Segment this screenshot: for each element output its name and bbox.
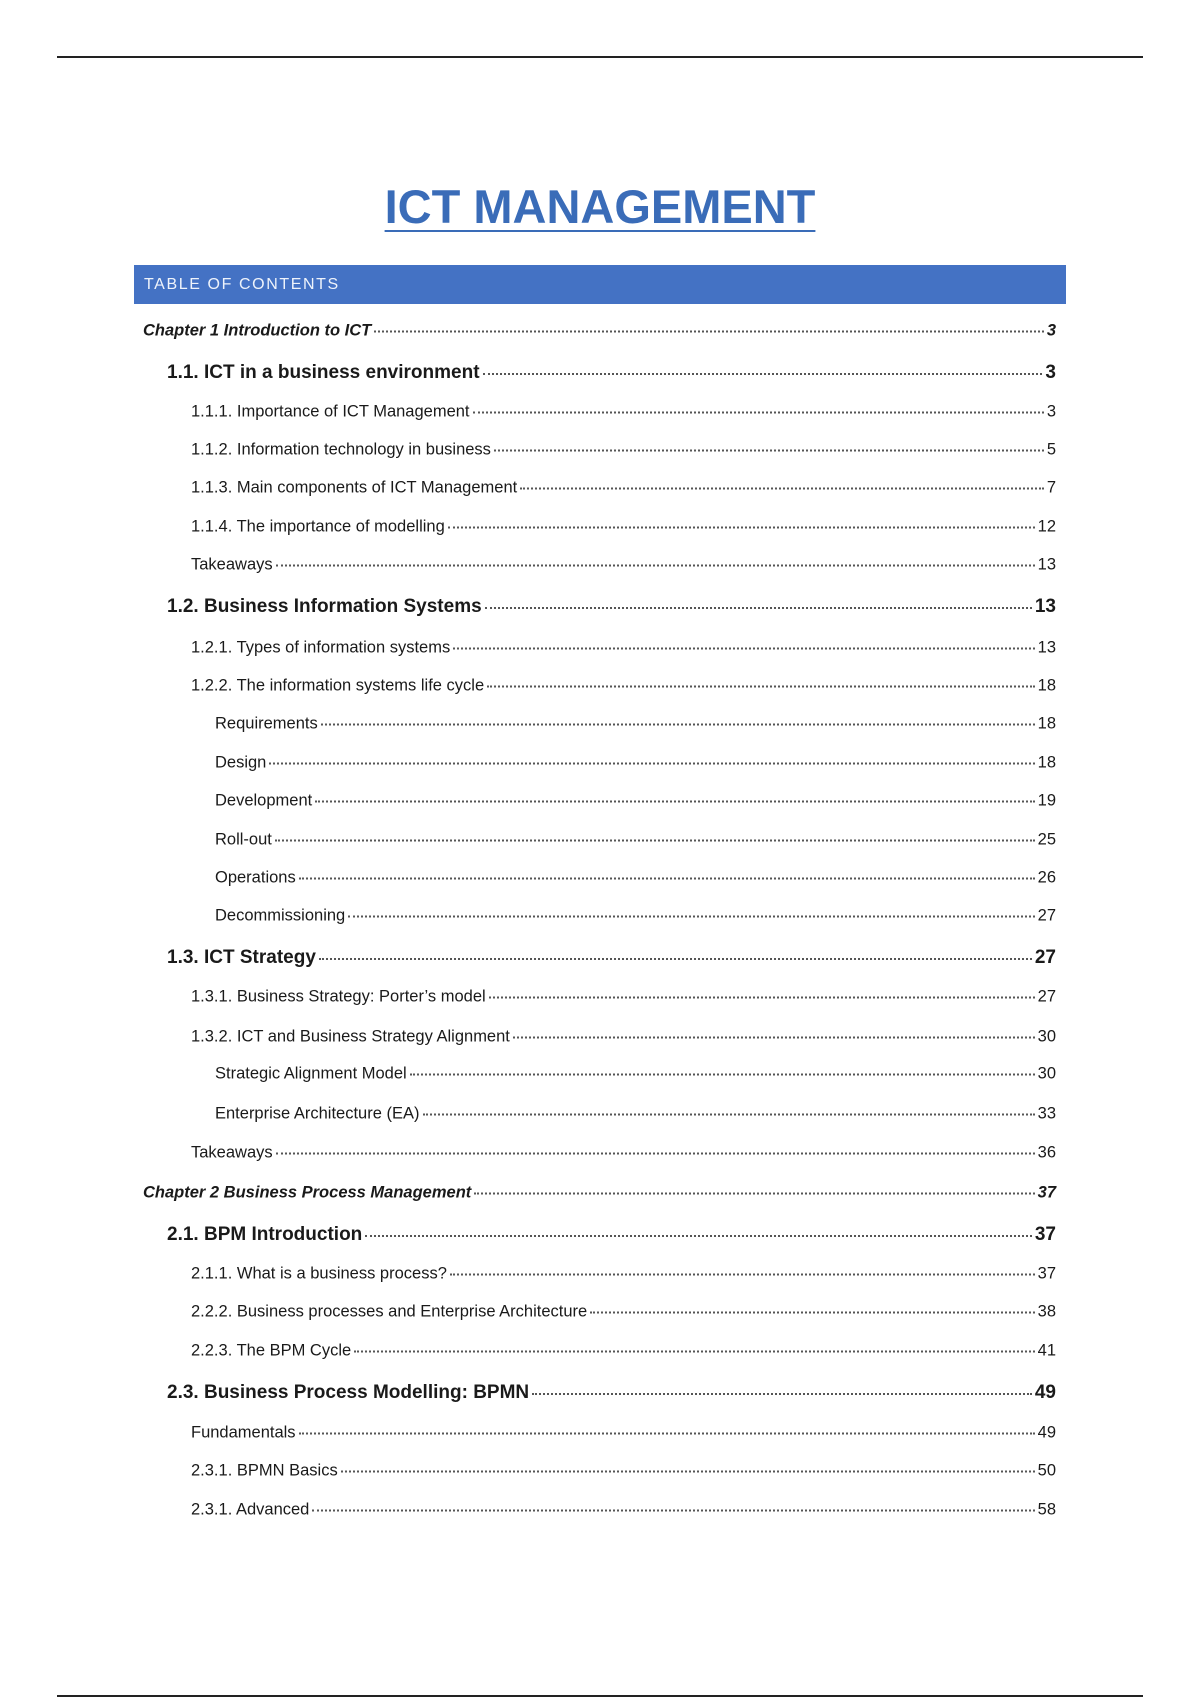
toc-entry-page-number: 37 — [1037, 1264, 1056, 1283]
toc-dot-leader — [453, 648, 1034, 650]
toc-entry-title: 1.2.1. Types of information systems — [191, 638, 451, 657]
toc-entry[interactable] — [191, 988, 1056, 1007]
document-title-text: ICT MANAGEMENT — [384, 180, 816, 234]
toc-entry-page-number: 7 — [1046, 478, 1056, 497]
toc-dot-leader — [450, 1274, 1035, 1276]
toc-entry-page-number: 33 — [1037, 1104, 1056, 1123]
toc-entry[interactable] — [191, 677, 1056, 696]
toc-dot-leader — [520, 488, 1044, 490]
toc-entry-title: Strategic Alignment Model — [215, 1064, 407, 1083]
toc-entry-title: 2.1.1. What is a business process? — [191, 1264, 447, 1283]
toc-entry-title: Design — [215, 753, 267, 772]
toc-entry[interactable] — [215, 792, 1056, 811]
toc-dot-leader — [532, 1393, 1032, 1395]
toc-entry-page-number: 49 — [1034, 1382, 1056, 1403]
toc-entry-title: Fundamentals — [191, 1423, 296, 1442]
toc-entry-title: 1.2.2. The information systems life cycle — [191, 676, 485, 695]
toc-entry-title: Roll-out — [215, 830, 272, 849]
toc-entry-page-number: 27 — [1037, 987, 1056, 1006]
toc-entry[interactable] — [191, 556, 1056, 575]
toc-dot-leader — [473, 412, 1044, 414]
toc-entry[interactable] — [191, 518, 1056, 537]
toc-dot-leader — [341, 1471, 1035, 1473]
toc-entry-title: 1.1.2. Information technology in business — [191, 440, 491, 459]
toc-dot-leader — [487, 686, 1034, 688]
toc-entry-title: Takeaways — [191, 1143, 273, 1162]
toc-dot-leader — [474, 1193, 1034, 1195]
toc-entry[interactable] — [215, 831, 1056, 850]
toc-entry-title: 1.1.3. Main components of ICT Management — [191, 478, 518, 497]
toc-dot-leader — [489, 997, 1035, 999]
toc-entry[interactable] — [167, 596, 1056, 618]
toc-heading: TABLE OF CONTENTS — [134, 265, 1066, 304]
toc-entry-title: 2.3. Business Process Modelling: BPMN — [167, 1382, 530, 1403]
toc-entry-page-number: 19 — [1037, 791, 1056, 810]
toc-entry[interactable] — [143, 1184, 1056, 1203]
toc-entry-page-number: 5 — [1046, 440, 1056, 459]
toc-entry-page-number: 3 — [1046, 402, 1056, 421]
toc-entry[interactable] — [191, 1144, 1056, 1163]
toc-entry-title: 1.1.4. The importance of modelling — [191, 517, 445, 536]
toc-entry[interactable] — [191, 1028, 1056, 1047]
toc-dot-leader — [365, 1235, 1032, 1237]
toc-entry[interactable] — [191, 1462, 1056, 1481]
toc-entry-title: 2.2.2. Business processes and Enterprise Architecture — [191, 1302, 588, 1321]
toc-entry-title: Operations — [215, 868, 296, 887]
toc-entry[interactable] — [167, 947, 1056, 969]
toc-entry-page-number: 58 — [1037, 1500, 1056, 1519]
toc-entry-page-number: 13 — [1034, 596, 1056, 617]
toc-dot-leader — [319, 958, 1032, 960]
toc-dot-leader — [423, 1114, 1035, 1116]
toc-entry-page-number: 27 — [1034, 947, 1056, 968]
toc-dot-leader — [494, 450, 1044, 452]
toc-entry-title: 2.3.1. BPMN Basics — [191, 1461, 338, 1480]
toc-entry[interactable] — [191, 403, 1056, 422]
toc-entry-page-number: 18 — [1037, 676, 1056, 695]
toc-dot-leader — [348, 916, 1034, 918]
toc-entry[interactable] — [215, 754, 1056, 773]
toc-entry-page-number: 18 — [1037, 753, 1056, 772]
toc-entry-page-number: 13 — [1037, 555, 1056, 574]
toc-entry-title: 2.3.1. Advanced — [191, 1500, 310, 1519]
toc-entry-title: 1.3.1. Business Strategy: Porter’s model — [191, 987, 486, 1006]
toc-entry-title: 1.1. ICT in a business environment — [167, 362, 480, 383]
toc-entry[interactable] — [167, 1382, 1056, 1404]
toc-entry-page-number: 36 — [1037, 1143, 1056, 1162]
toc-entry-title: 1.2. Business Information Systems — [167, 596, 482, 617]
toc-entry[interactable] — [191, 1265, 1056, 1284]
toc-entry-page-number: 3 — [1045, 362, 1056, 383]
toc-entry-title: Chapter 2 Business Process Management — [143, 1183, 472, 1202]
toc-entry[interactable] — [215, 869, 1056, 888]
toc-dot-leader — [483, 373, 1043, 375]
toc-entry-page-number: 13 — [1037, 638, 1056, 657]
toc-entry-title: Development — [215, 791, 313, 810]
toc-entry[interactable] — [191, 441, 1056, 460]
toc-dot-leader — [354, 1351, 1034, 1353]
toc-entry-page-number: 27 — [1037, 906, 1056, 925]
toc-entry-title: Chapter 1 Introduction to ICT — [143, 321, 372, 340]
toc-entry-page-number: 37 — [1034, 1224, 1056, 1245]
toc-entry[interactable] — [191, 479, 1056, 498]
toc-entry-page-number: 37 — [1037, 1183, 1056, 1202]
toc-entry[interactable] — [215, 715, 1056, 734]
toc-entry-title: 2.1. BPM Introduction — [167, 1224, 363, 1245]
toc-dot-leader — [299, 878, 1035, 880]
toc-entry-page-number: 49 — [1037, 1423, 1056, 1442]
toc-dot-leader — [312, 1510, 1034, 1512]
toc-dot-leader — [269, 763, 1034, 765]
toc-entry-title: Takeaways — [191, 555, 273, 574]
toc-dot-leader — [276, 1153, 1035, 1155]
toc-entry-title: 2.2.3. The BPM Cycle — [191, 1341, 352, 1360]
toc-entry-page-number: 38 — [1037, 1302, 1056, 1321]
toc-dot-leader — [321, 724, 1035, 726]
toc-dot-leader — [410, 1074, 1035, 1076]
toc-dot-leader — [276, 565, 1035, 567]
toc-dot-leader — [275, 840, 1035, 842]
toc-dot-leader — [374, 331, 1044, 333]
toc-entry-page-number: 41 — [1037, 1341, 1056, 1360]
toc-dot-leader — [299, 1433, 1035, 1435]
toc-entry-title: 1.3. ICT Strategy — [167, 947, 316, 968]
toc-entry-page-number: 26 — [1037, 868, 1056, 887]
toc-entry-title: Enterprise Architecture (EA) — [215, 1104, 420, 1123]
toc-dot-leader — [315, 801, 1034, 803]
footer-rule — [57, 1695, 1143, 1697]
toc-entry[interactable] — [191, 639, 1056, 658]
toc-entry[interactable] — [191, 1303, 1056, 1322]
toc-dot-leader — [448, 527, 1035, 529]
toc-entry[interactable] — [191, 1501, 1056, 1520]
toc-entry[interactable] — [191, 1342, 1056, 1361]
toc-entry-title: Decommissioning — [215, 906, 346, 925]
toc-entry-title: Requirements — [215, 714, 318, 733]
toc-entry[interactable] — [191, 1424, 1056, 1443]
toc-entry[interactable] — [167, 1224, 1056, 1246]
toc-entry[interactable] — [143, 322, 1056, 341]
toc-entry-page-number: 30 — [1037, 1064, 1056, 1083]
toc-entry[interactable] — [215, 1105, 1056, 1124]
toc-entry[interactable] — [215, 907, 1056, 926]
toc-dot-leader — [485, 607, 1032, 609]
toc-entry-page-number: 30 — [1037, 1027, 1056, 1046]
toc-entry[interactable] — [215, 1065, 1056, 1084]
toc-entry-page-number: 12 — [1037, 517, 1056, 536]
toc-entry-title: 1.3.2. ICT and Business Strategy Alignment — [191, 1027, 510, 1046]
toc-entry-page-number: 25 — [1037, 830, 1056, 849]
toc-entry-page-number: 18 — [1037, 714, 1056, 733]
toc-dot-leader — [513, 1037, 1035, 1039]
toc-dot-leader — [590, 1312, 1034, 1314]
toc-entry-page-number: 50 — [1037, 1461, 1056, 1480]
toc-entry[interactable] — [167, 362, 1056, 384]
toc-entry-page-number: 3 — [1046, 321, 1056, 340]
toc-entry-title: 1.1.1. Importance of ICT Management — [191, 402, 470, 421]
